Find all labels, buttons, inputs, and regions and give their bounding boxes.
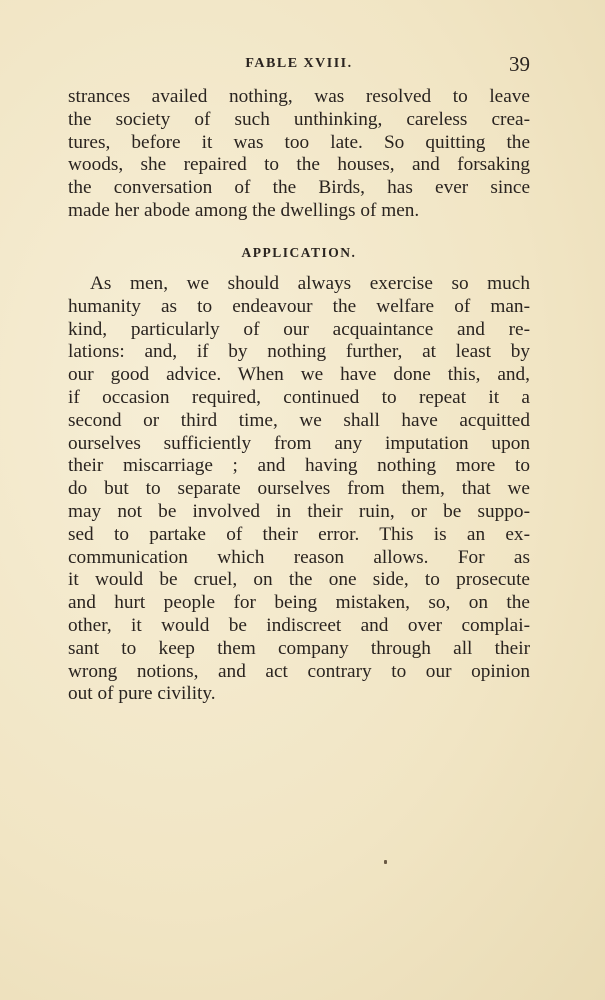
page-number: 39: [509, 52, 530, 76]
text-line: lations: and, if by nothing further, at least by: [68, 341, 530, 363]
text-line: the conversation of the Birds, has ever since: [68, 177, 530, 199]
text-line: out of pure civility.: [68, 683, 216, 705]
text-line: other, it would be indiscreet and over complai-: [68, 614, 530, 636]
text-line: second or third time, we shall have acquitted: [68, 409, 530, 431]
ink-speck: [384, 860, 387, 864]
text-line: may not be involved in their ruin, or be suppo-: [68, 500, 530, 522]
text-line: As men, we should always exercise so much: [90, 273, 530, 294]
paragraph-application: [68, 273, 530, 706]
text-line: and hurt people for being mistaken, so, on the: [68, 592, 530, 614]
text-line: tures, before it was too late. So quitting the: [68, 131, 530, 153]
text-line: the society of such unthinking, careless crea-: [68, 108, 530, 130]
application-heading: APPLICATION.: [241, 245, 357, 260]
text-line: strances availed nothing, was resolved to leave: [68, 86, 530, 107]
text-line: kind, particularly of our acquaintance and re-: [68, 318, 530, 340]
text-line: woods, she repaired to the houses, and forsaking: [68, 154, 530, 176]
text-line: sed to partake of their error. This is an ex-: [68, 523, 530, 545]
text-line: wrong notions, and act contrary to our opinion: [68, 660, 530, 682]
page-header: [68, 52, 530, 76]
running-title: FABLE XVIII.: [245, 56, 353, 71]
paragraph-fable-ending: [68, 86, 530, 223]
text-line: do but to separate ourselves from them, that we: [68, 478, 530, 500]
text-line: sant to keep them company through all their: [68, 637, 530, 659]
text-line: our good advice. When we have done this, and,: [68, 364, 530, 386]
text-line: their miscarriage ; and having nothing more to: [68, 455, 530, 477]
text-line: ourselves sufficiently from any imputation upon: [68, 432, 530, 454]
text-line: made her abode among the dwellings of men.: [68, 199, 420, 221]
text-line: humanity as to endeavour the welfare of man-: [68, 295, 530, 317]
text-line: communication which reason allows. For as: [68, 546, 530, 568]
text-line: if occasion required, continued to repeat it a: [68, 386, 530, 408]
text-line: it would be cruel, on the one side, to prosecute: [68, 569, 530, 591]
